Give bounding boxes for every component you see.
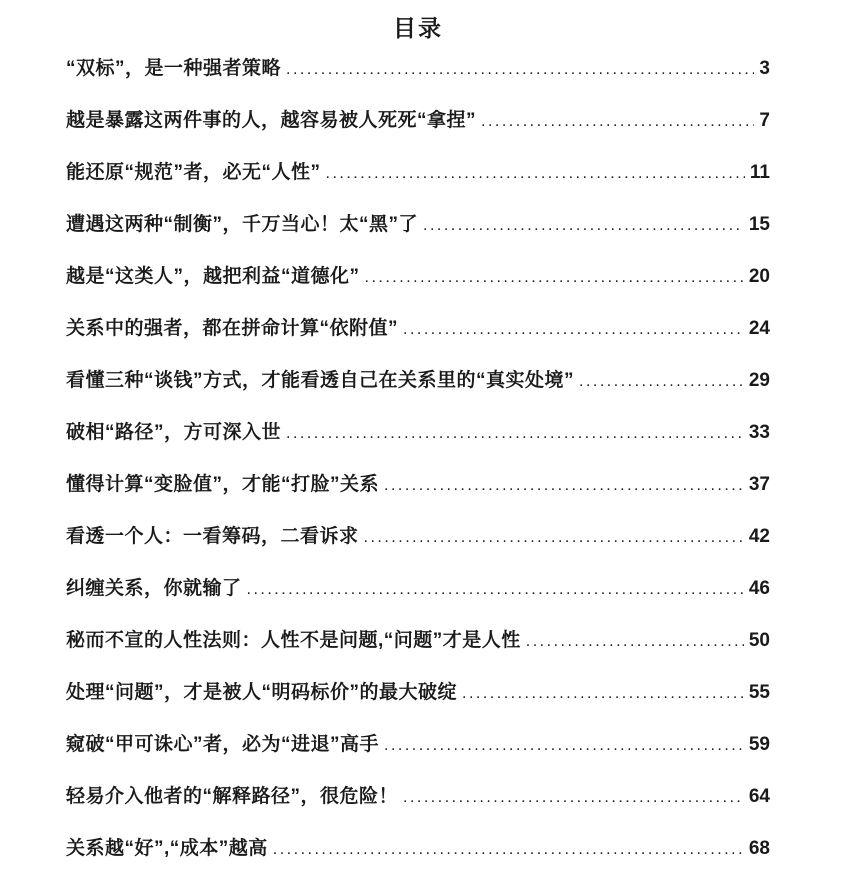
- toc-page-number: 55: [748, 682, 770, 703]
- dot-leader: [365, 266, 744, 289]
- dot-leader: [579, 370, 744, 393]
- dot-leader: [326, 162, 745, 185]
- dot-leader: [247, 578, 744, 601]
- dot-leader: [481, 110, 754, 133]
- toc-page-number: 42: [748, 526, 770, 547]
- toc-entry[interactable]: [66, 578, 770, 600]
- dot-leader: [286, 422, 744, 445]
- toc-page-number: 46: [748, 578, 770, 599]
- dot-leader: [286, 58, 754, 81]
- toc-entry[interactable]: [66, 110, 770, 132]
- toc-entry[interactable]: [66, 318, 770, 340]
- toc-entry-title: 处理“问题”，才是被人“明码标价”的最大破绽: [66, 682, 458, 703]
- dot-leader: [384, 474, 744, 497]
- toc-page-number: 15: [748, 214, 770, 235]
- toc-entry[interactable]: [66, 474, 770, 496]
- toc-entry-title: 关系中的强者，都在拼命计算“依附值”: [66, 318, 399, 339]
- toc-entry[interactable]: [66, 162, 770, 184]
- toc-page-number: 68: [748, 838, 770, 859]
- toc-page-number: 7: [759, 110, 770, 131]
- dot-leader: [364, 526, 744, 549]
- toc-entry[interactable]: [66, 370, 770, 392]
- toc-entry-title: 破相“路径”，方可深入世: [66, 422, 282, 443]
- toc-entry[interactable]: [66, 526, 770, 548]
- dot-leader: [403, 318, 744, 341]
- toc-entry[interactable]: [66, 838, 770, 860]
- toc-entry-title: 懂得计算“变脸值”，才能“打脸”关系: [66, 474, 380, 495]
- toc-entry-title: 轻易介入他者的“解释路径”，很危险！: [66, 786, 399, 807]
- toc-page-number: 3: [759, 58, 770, 79]
- toc-entry-title: 越是暴露这两件事的人，越容易被人死死“拿捏”: [66, 110, 477, 131]
- toc-entry[interactable]: [66, 682, 770, 704]
- toc-page-number: 59: [748, 734, 770, 755]
- toc-entry-title: 秘而不宣的人性法则：人性不是问题,“问题”才是人性: [66, 630, 521, 651]
- dot-leader: [462, 682, 744, 705]
- dot-leader: [526, 630, 744, 653]
- toc-entry[interactable]: [66, 422, 770, 444]
- toc-entry-title: 关系越“好”,“成本”越高: [66, 838, 268, 859]
- dot-leader: [403, 786, 744, 809]
- toc-entry[interactable]: [66, 630, 770, 652]
- toc-entry-title: 遭遇这两种“制衡”，千万当心！太“黑”了: [66, 214, 419, 235]
- toc-page-number: 29: [748, 370, 770, 391]
- toc-entry[interactable]: [66, 734, 770, 756]
- dot-leader: [423, 214, 744, 237]
- page-title: 目录: [393, 15, 443, 41]
- toc-entry-title: 越是“这类人”，越把利益“道德化”: [66, 266, 360, 287]
- toc-page-number: 64: [748, 786, 770, 807]
- toc-entry-title: 能还原“规范”者，必无“人性”: [66, 162, 321, 183]
- dot-leader: [384, 734, 744, 757]
- toc-entry-title: 窥破“甲可诛心”者，必为“进退”高手: [66, 734, 380, 755]
- table-of-contents: [66, 58, 770, 860]
- toc-entry[interactable]: [66, 266, 770, 288]
- toc-entry-title: 纠缠关系，你就输了: [66, 578, 242, 599]
- toc-page-number: 24: [748, 318, 770, 339]
- toc-page-number: 50: [748, 630, 770, 651]
- toc-page-number: 11: [749, 162, 770, 183]
- toc-entry[interactable]: [66, 214, 770, 236]
- toc-page-number: 37: [748, 474, 770, 495]
- toc-entry[interactable]: [66, 786, 770, 808]
- toc-page-number: 20: [748, 266, 770, 287]
- toc-page-number: 33: [748, 422, 770, 443]
- toc-entry-title: 看透一个人：一看筹码，二看诉求: [66, 526, 359, 547]
- dot-leader: [273, 838, 744, 861]
- toc-entry[interactable]: [66, 58, 770, 80]
- toc-entry-title: 看懂三种“谈钱”方式，才能看透自己在关系里的“真实处境”: [66, 370, 575, 391]
- toc-entry-title: “双标”，是一种强者策略: [66, 58, 282, 79]
